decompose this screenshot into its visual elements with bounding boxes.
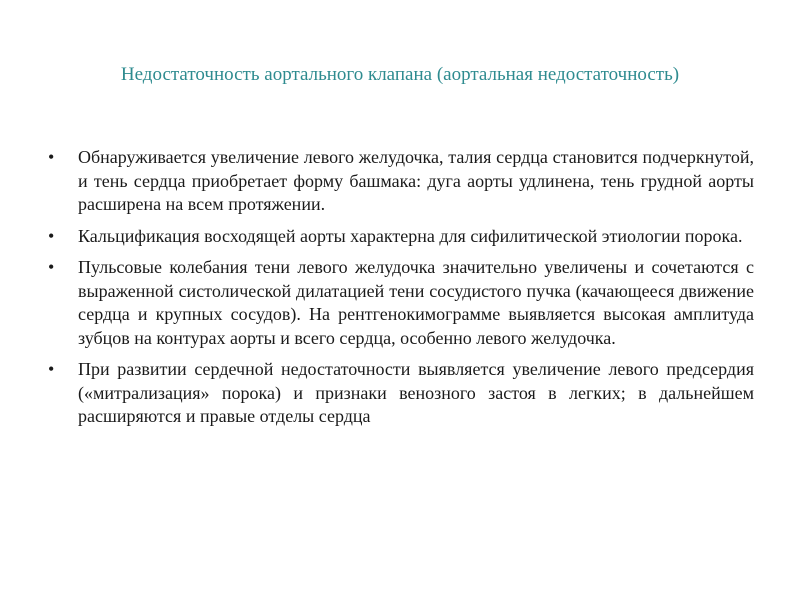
bullet-item [48, 146, 754, 217]
bullet-marker: • [48, 359, 55, 379]
slide-title: Недостаточность аортального клапана (аортальная недостаточность) [120, 64, 680, 85]
bullet-text: При развитии сердечной недостаточности выявляется увеличение левого предсердия («митрализация» порока) и признаки венозного застоя в легких; в дальнейшем расширяются и правые отделы сердца [78, 359, 754, 426]
bullet-marker: • [48, 257, 55, 277]
bullet-item [48, 256, 754, 350]
bullet-text: Кальцификация восходящей аорты характерна для сифилитической этиологии порока. [78, 225, 743, 246]
bullet-item [48, 225, 754, 249]
bullet-list [48, 146, 754, 437]
bullet-marker: • [48, 147, 55, 167]
bullet-item [48, 358, 754, 429]
bullet-text: Пульсовые колебания тени левого желудочка значительно увеличены и сочетаются с выраженной систолической дилатацией тени сосудистого пучка (качающееся движение сердца и крупных сосудов). На рентгенокимограмме выявляется высокая амплитуда зубцов на контурах аорты и всего сердца, особенно левого желудочка. [78, 257, 754, 348]
bullet-marker: • [48, 225, 55, 246]
bullet-text: Обнаруживается увеличение левого желудочка, талия сердца становится подчеркнутой, и тень сердца приобретает форму башмака: дуга аорты удлинена, тень грудной аорты расширена на всем протяжении. [78, 147, 754, 214]
